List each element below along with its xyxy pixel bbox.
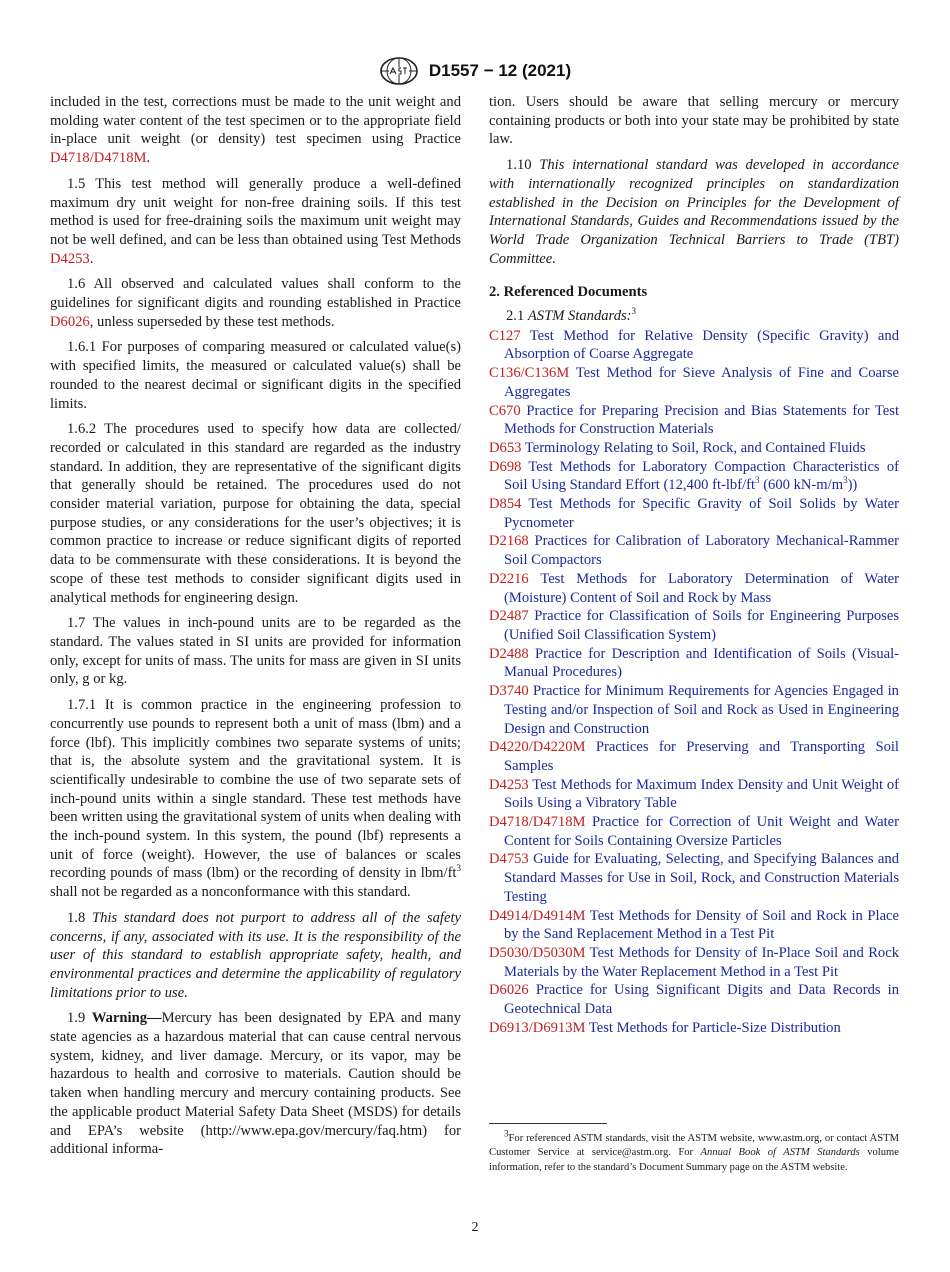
reference-title-link[interactable]: Test Methods for Maximum Index Density and Unit Weight of Soils Using a Vibratory Table — [504, 776, 899, 812]
reference-code-link[interactable]: D698 — [489, 458, 522, 475]
reference-code-link[interactable]: D6913/D6913M — [489, 1019, 586, 1036]
reference-code-link[interactable]: D2216 — [489, 570, 529, 587]
paragraph-1-7-1: 1.7.1 It is common practice in the engineering profession to concurrently use pounds to represent both a unit of mass (lbm) and a force (lbf). This implicitly combines two separate systems of units; that is, the absolute system and the gravitational system. It is scientifically undesirable to combine the use of two separate sets of inch-pound units within a single standard. These test methods have been written using the gravitational system of units when dealing with the inch-pound system. In this system, the pound (lbf) represents a unit of force (weight). However, the use of balances or scales recording pounds of mass (lbm) or the recording of density in lbm/$ft^3$ shall not be regarded as a nonconformance with this standard. — [50, 697, 461, 901]
reference-title-link[interactable]: Practices for Calibration of Laboratory Mechanical-Rammer Soil Compactors — [504, 533, 899, 569]
paragraph-1-9-continued: tion. Users should be aware that selling mercury or mercury containing products or both into your state may be prohibited by state law. — [489, 94, 899, 148]
reference-title-link[interactable]: Practices for Preserving and Transporting Soil Samples — [504, 739, 899, 774]
paragraph-1-6-2: 1.6.2 The procedures used to specify how data are collected/ recorded or calculated in this standard are regarded as the industry standard. In addition, they are representative of the significant digits that generally should be retained. The procedures used do not consider material variation, purpose for obtaining the data, special purpose studies, or any considerations for the user’s objectives; it is common practice to increase or reduce significant digits of reported data to be commensurate with these considerations. It is beyond the scope of these test methods to consider significant digits used in analytical methods for engineering design. — [50, 421, 461, 606]
reference-item — [489, 327, 899, 364]
reference-title-link[interactable]: Guide for Evaluating, Selecting, and Specifying Balances and Standard Masses for Use in Soil, Rock, and Construction Materials Testing — [504, 851, 899, 905]
footnote-3: $^3$For referenced ASTM standards, visit the ASTM website, www.astm.org, or contact ASTM Customer Service at service@astm.org. For Annual Book of ASTM Standards volume information, refer to the standard’s Document Summary page on the ASTM website. — [489, 1128, 899, 1173]
page-number: 2 — [471, 1220, 479, 1235]
reference-item — [489, 907, 899, 944]
reference-title-link[interactable]: Test Method for Relative Density (Specific Gravity) and Absorption of Coarse Aggregate — [504, 327, 899, 363]
reference-item — [489, 682, 899, 738]
reference-title-link[interactable]: Test Methods for Particle-Size Distribution — [588, 1019, 841, 1036]
reference-title-link[interactable]: Practice for Correction of Unit Weight and Water Content for Soils Containing Oversize Particles — [504, 814, 899, 849]
footnote-divider — [489, 1123, 607, 1124]
reference-item — [489, 645, 899, 682]
left-column — [50, 93, 461, 1166]
paragraph-1-6-1: 1.6.1 For purposes of comparing measured or calculated value(s) with specified limits, the measured or calculated value(s) shall be rounded to the nearest decimal or significant digits in the specified limits. — [50, 339, 461, 412]
referenced-documents-list — [489, 327, 899, 1038]
paragraph-2-1: 2.1 ASTM Standards:$^3$ — [506, 306, 637, 325]
reference-code-link[interactable]: D2488 — [489, 645, 529, 662]
ref-link-d4718[interactable]: D4718/D4718M — [50, 150, 147, 167]
reference-code-link[interactable]: D3740 — [489, 683, 529, 700]
reference-item — [489, 981, 899, 1018]
reference-item — [489, 776, 899, 813]
reference-title-link[interactable]: Practice for Classification of Soils for Engineering Purposes (Unified Soil Classification System) — [504, 608, 899, 643]
ref-link-d6026[interactable]: D6026 — [50, 313, 90, 330]
page-header — [0, 56, 950, 86]
reference-code-link[interactable]: D4253 — [489, 776, 529, 793]
section-2-title: 2. Referenced Documents — [489, 284, 648, 301]
reference-code-link[interactable]: D653 — [489, 439, 522, 456]
paragraph-1-9: 1.9 Warning—Mercury has been designated by EPA and many state agencies as a hazardous material that can cause central nervous system, kidney, and liver damage. Mercury, or its vapor, may be hazardous to health and corrosive to materials. Caution should be taken when handling mercury and mercury containing products. See the applicable product Material Safety Data Sheet (MSDS) for details and EPA’s website (http://www.epa.gov/mercury/faq.htm) for additional informa- — [50, 1010, 462, 1158]
reference-item — [489, 813, 899, 850]
reference-item — [489, 1019, 899, 1038]
reference-item — [489, 495, 899, 532]
reference-item — [489, 439, 899, 458]
reference-item — [489, 738, 899, 775]
reference-title-link[interactable]: Test Methods for Laboratory Compaction Characteristics of Soil Using Standard Effort (12,400 $ft-lbf/ft^3$ (600 $kN-m/m^3$)) — [504, 458, 899, 494]
standard-number: D1557 − 12 (2021) — [428, 61, 572, 80]
paragraph-1-8: 1.8 This standard does not purport to address all of the safety concerns, if any, associated with its use. It is the responsibility of the user of this standard to establish appropriate safety, health, and environmental practices and determine the applicability of regulatory limitations prior to use. — [50, 909, 461, 1001]
reference-title-link[interactable]: Test Methods for Density of Soil and Rock in Place by the Sand Replacement Method in a Test Pit — [504, 907, 899, 943]
right-column — [489, 93, 899, 1037]
reference-item — [489, 532, 899, 569]
astm-logo-icon — [379, 56, 419, 86]
reference-item — [489, 402, 899, 439]
reference-code-link[interactable]: D5030/D5030M — [489, 944, 586, 961]
reference-title-link[interactable]: Practice for Minimum Requirements for Agencies Engaged in Testing and/or Inspection of Soil and Rock as Used in Engineering Design and Construction — [504, 683, 899, 737]
reference-title-link[interactable]: Test Methods for Density of In-Place Soil and Rock Materials by the Water Replacement Method in a Test Pit — [504, 944, 899, 980]
reference-code-link[interactable]: D2168 — [489, 533, 529, 550]
reference-code-link[interactable]: D4220/D4220M — [489, 739, 586, 756]
paragraph-1-10: 1.10 This international standard was developed in accordance with internationally recognized principles on standardization established in the Decision on Principles for the Development of International Standards, Guides and Recommendations issued by the World Trade Organization Technical Barriers to Trade (TBT) Committee. — [489, 157, 900, 267]
reference-code-link[interactable]: C670 — [489, 402, 521, 419]
reference-title-link[interactable]: Test Methods for Laboratory Determination of Water (Moisture) Content of Soil and Rock by Mass — [504, 570, 899, 606]
reference-item — [489, 607, 899, 644]
reference-item — [489, 850, 899, 906]
reference-code-link[interactable]: D2487 — [489, 608, 529, 625]
reference-code-link[interactable]: D4914/D4914M — [489, 907, 586, 924]
reference-title-link[interactable]: Test Methods for Specific Gravity of Soil Solids by Water Pycnometer — [504, 496, 899, 531]
reference-code-link[interactable]: D854 — [489, 496, 522, 513]
reference-code-link[interactable]: C127 — [489, 327, 521, 344]
reference-code-link[interactable]: C136/C136M — [489, 365, 570, 382]
reference-item — [489, 570, 899, 607]
reference-item — [489, 458, 899, 495]
paragraph-1-7: 1.7 The values in inch-pound units are to be regarded as the standard. The values stated in SI units are provided for information only, except for units of mass. The units for mass are given in SI units only, g or kg. — [50, 615, 461, 688]
paragraph-1-6: 1.6 All observed and calculated values shall conform to the guidelines for significant digits and rounding established in Practice D6026, unless superseded by these test methods. — [50, 276, 461, 330]
reference-code-link[interactable]: D4753 — [489, 851, 529, 868]
reference-code-link[interactable]: D6026 — [489, 982, 529, 999]
reference-item — [489, 364, 899, 401]
reference-code-link[interactable]: D4718/D4718M — [489, 814, 586, 831]
reference-item — [489, 944, 899, 981]
paragraph-1-4-continued: included in the test, corrections must be made to the unit weight and molding water content of the test specimen or to the appropriate field in-place unit weight (or density) test specimen using Practice D4718/D4718M. — [50, 94, 461, 167]
ref-link-d4253[interactable]: D4253 — [50, 250, 90, 267]
reference-title-link[interactable]: Practice for Description and Identification of Soils (Visual-Manual Procedures) — [504, 645, 900, 681]
reference-title-link[interactable]: Test Method for Sieve Analysis of Fine and Coarse Aggregates — [504, 365, 899, 400]
reference-title-link[interactable]: Practice for Preparing Precision and Bias Statements for Test Methods for Construction Materials — [504, 402, 899, 438]
reference-title-link[interactable]: Terminology Relating to Soil, Rock, and Contained Fluids — [524, 439, 866, 456]
reference-title-link[interactable]: Practice for Using Significant Digits and Data Records in Geotechnical Data — [504, 982, 900, 1018]
paragraph-1-5: 1.5 This test method will generally produce a well-defined maximum dry unit weight for non-free draining soils. If this test method is used for free-draining soils the maximum unit weight may not be well defined, and can be less than obtained using Test Methods D4253. — [50, 175, 461, 267]
